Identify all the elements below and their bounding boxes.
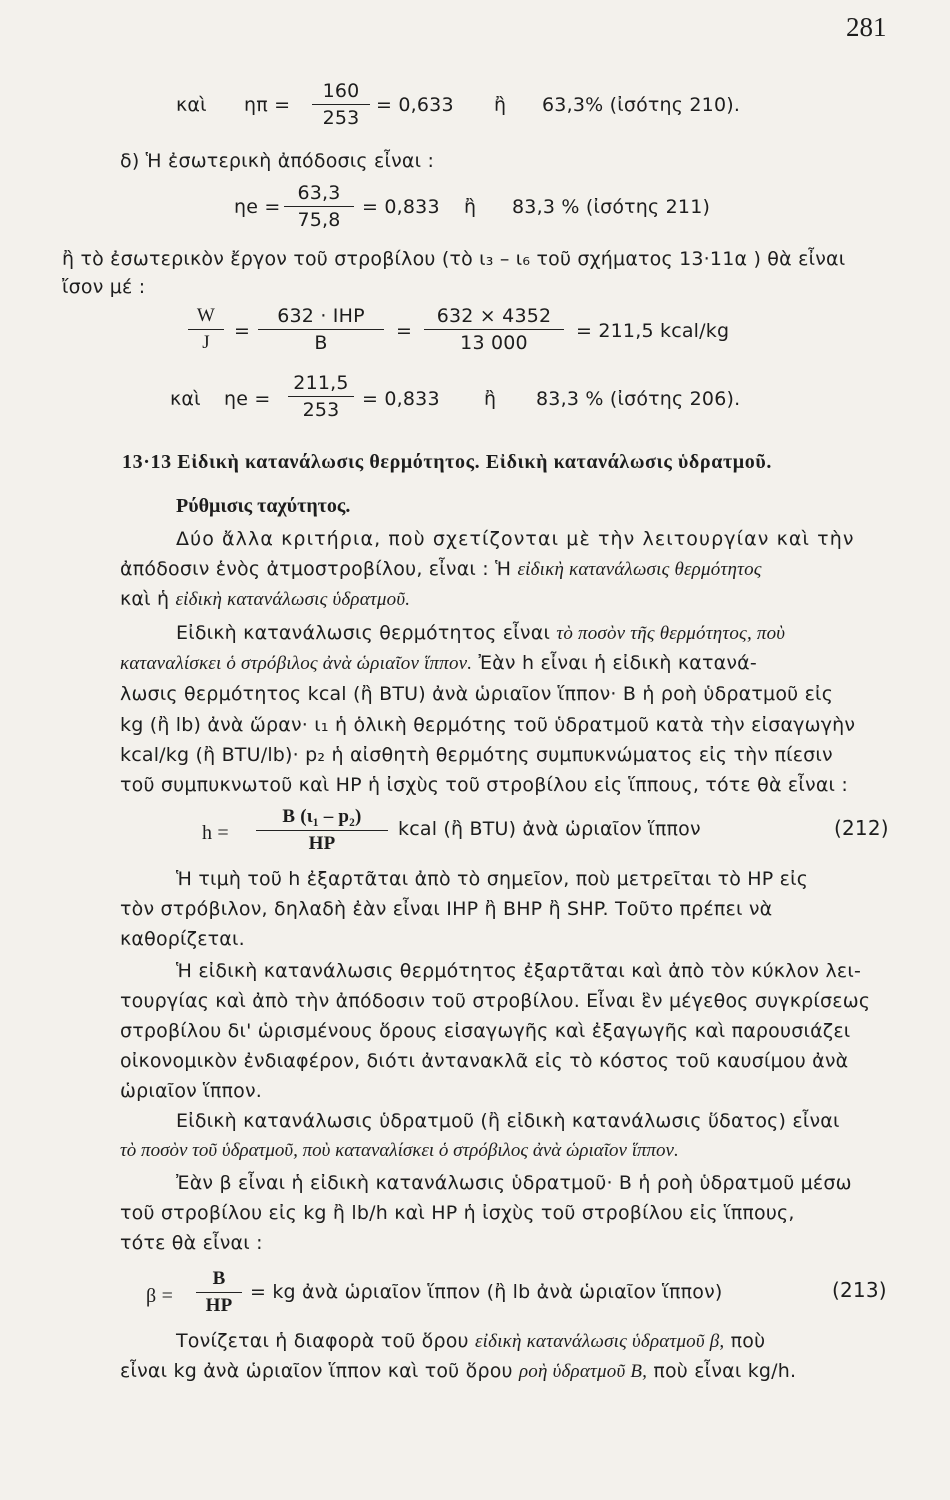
eq213-rhs: = kg ἀνὰ ὡριαῖον ἵππον (ἢ lb ἀνὰ ὡριαῖον ἵππον) [250, 1281, 723, 1303]
eq2-numerator: 63,3 [297, 182, 341, 204]
eq212-label: (212) [834, 816, 889, 840]
eq2-rhs: = 0,833 [362, 196, 440, 218]
eq1-denominator: 253 [322, 107, 360, 129]
eq3-rhs: = 211,5 kcal/kg [576, 320, 730, 342]
p4-line-4: οἰκονομικὸν ἐνδιαφέρον, διότι ἀντανακλᾶ εἰς τὸ κόστος τοῦ καυσίμου ἀνὰ [120, 1050, 849, 1072]
p6-line-2: τοῦ στροβίλου εἰς kg ἢ lb/h καὶ HP ἡ ἰσχὺς τοῦ στροβίλου εἰς ἵππους, [120, 1202, 795, 1224]
fraction-bar [424, 329, 564, 330]
p7-text: ποὺ εἶναι kg/h. [647, 1360, 797, 1382]
p5-line-1: Εἰδικὴ κατανάλωσις ὑδρατμοῦ (ἢ εἰδικὴ κατανάλωσις ὕδατος) εἶναι [176, 1110, 840, 1132]
p2-line-4: kg (ἢ lb) ἀνὰ ὥραν· ι₁ ἡ ὁλικὴ θερμότης τοῦ ὑδρατμοῦ κατὰ τὴν εἰσαγωγὴν [120, 714, 856, 736]
eq3-f3-numerator: 632 × 4352 [436, 305, 552, 327]
subsection-heading: Ρύθμισις ταχύτητος. [176, 495, 351, 517]
eq3-f3-denominator: 13 000 [460, 332, 528, 354]
internal-efficiency-line: δ) Ἡ ἐσωτερικὴ ἀπόδοσις εἶναι : [120, 150, 435, 172]
fraction-bar [288, 396, 354, 397]
eq212-numerator: B (ι₁ – p₂) [282, 806, 362, 827]
fraction-bar [256, 830, 388, 831]
eq2-denominator: 75,8 [297, 209, 341, 231]
p3-line-1: Ἡ τιμὴ τοῦ h ἐξαρτᾶται ἀπὸ τὸ σημεῖον, ποὺ μετρεῖται τὸ HP εἰς [176, 868, 809, 890]
p4-line-5: ὡριαῖον ἵππον. [120, 1080, 263, 1102]
eq213-lhs: β = [146, 1285, 174, 1307]
p7-text: εἶναι kg ἀνὰ ὡριαῖον ἵππον καὶ τοῦ ὅρου [120, 1360, 519, 1382]
eq3-f1-numerator: W [196, 305, 216, 326]
fraction-bar [284, 206, 354, 207]
p2-line-6: τοῦ συμπυκνωτοῦ καὶ HP ἡ ἰσχὺς τοῦ στροβίλου εἰς ἵππους, τότε θὰ εἶναι : [120, 774, 849, 796]
eq4-kai: καὶ [170, 388, 201, 410]
fraction-bar [312, 104, 370, 105]
eq2-fraction [284, 182, 354, 231]
p2-text: Ἐὰν h εἶναι ἡ εἰδικὴ κατανά- [472, 652, 757, 674]
eq3-fraction-3 [424, 305, 564, 354]
fraction-bar [258, 329, 384, 330]
p2-line-5: kcal/kg (ἢ BTU/lb)· p₂ ἡ αἰσθητὴ θερμότης συμπυκνώματος εἰς τὴν πίεσιν [120, 744, 833, 766]
eq212-lhs: h = [202, 822, 229, 844]
eq4-denominator: 253 [302, 399, 340, 421]
p2-definition: τὸ ποσὸν τῆς θερμότητος, ποὺ [556, 623, 786, 644]
p2-line-3: λωσις θερμότητος kcal (ἢ BTU) ἀνὰ ὡριαῖον ἵππον· B ἡ ροὴ ὑδρατμοῦ εἰς [120, 683, 834, 705]
p4-line-1: Ἡ εἰδικὴ κατανάλωσις θερμότητος ἐξαρτᾶται καὶ ἀπὸ τὸν κύκλον λει- [176, 960, 862, 982]
eq1-or: ἢ [494, 94, 507, 116]
term-steam-flow: ροὴ ὑδρατμοῦ B, [518, 1361, 648, 1382]
eq213-numerator: B [212, 1268, 226, 1289]
p6-line-3: τότε θὰ εἶναι : [120, 1232, 263, 1254]
eq2-lhs: ηe = [234, 196, 281, 218]
eq3-f1-denominator: J [202, 332, 210, 353]
eq4-fraction [288, 372, 354, 421]
term-specific-steam-consumption: εἰδικὴ κατανάλωσις ὑδρατμοῦ. [175, 589, 411, 610]
term-specific-steam-consumption: εἰδικὴ κατανάλωσις ὑδρατμοῦ β, [475, 1331, 725, 1352]
eq3-f2-denominator: B [314, 332, 328, 354]
eq213-denominator: HP [205, 1295, 233, 1316]
eq212-denominator: HP [308, 833, 336, 854]
eq1-lhs: ηπ = [244, 94, 291, 116]
eq212-rhs: kcal (ἢ BTU) ἀνὰ ὡριαῖον ἵππον [398, 818, 701, 840]
eq4-rhs: = 0,833 [362, 388, 440, 410]
page-number: 281 [846, 12, 887, 42]
p7-line-1 [176, 1330, 765, 1353]
p3-line-3: καθορίζεται. [120, 928, 245, 950]
p2-text: Εἰδικὴ κατανάλωσις θερμότητος εἶναι [176, 622, 557, 644]
fraction-bar [196, 1292, 242, 1293]
eq3-equals-b: = [396, 320, 413, 342]
eq213-fraction [196, 1268, 242, 1317]
p7-text: ποὺ [724, 1330, 766, 1352]
eq3-fraction-1 [188, 305, 224, 354]
p7-line-2 [120, 1360, 796, 1383]
eq213-label: (213) [832, 1278, 887, 1302]
p1-text: καὶ ἡ [120, 588, 176, 610]
eq1-numerator: 160 [322, 80, 360, 102]
eq2-percent: 83,3 % (ἰσότης 211) [512, 196, 711, 218]
p1-line-3 [120, 588, 410, 611]
p1-text: ἀπόδοσιν ἑνὸς ἀτμοστροβίλου, εἶναι : Ἡ [120, 558, 518, 580]
p1-line-1: Δύο ἄλλα κριτήρια, ποὺ σχετίζονται μὲ τὴν λειτουργίαν καὶ τὴν [176, 528, 855, 550]
p7-text: Τονίζεται ἡ διαφορὰ τοῦ ὅρου [176, 1330, 475, 1352]
p3-line-2: τὸν στρόβιλον, δηλαδὴ ἐὰν εἶναι IHP ἢ BHP ἢ SHP. Τοῦτο πρέπει νὰ [120, 898, 773, 920]
eq2-or: ἢ [464, 196, 477, 218]
eq4-percent: 83,3 % (ἰσότης 206). [536, 388, 741, 410]
p2-line-2 [120, 652, 757, 675]
fraction-bar [188, 329, 224, 330]
eq3-equals-a: = [234, 320, 251, 342]
eq1-kai: καὶ [176, 94, 207, 116]
p4-line-3: στροβίλου δι' ὡρισμένους ὅρους εἰσαγωγῆς καὶ ἐξαγωγῆς καὶ παρουσιάζει [120, 1020, 851, 1042]
p6-line-1: Ἐὰν β εἶναι ἡ εἰδικὴ κατανάλωσις ὑδρατμοῦ· B ἡ ροὴ ὑδρατμοῦ μέσω [176, 1172, 852, 1194]
p1-line-2 [120, 558, 762, 581]
eq3-f2-numerator: 632 · IHP [277, 305, 365, 327]
term-specific-heat-consumption: εἰδικὴ κατανάλωσις θερμότητος [517, 559, 762, 580]
eq1-rhs: = 0,633 [376, 94, 454, 116]
p2-line-1 [176, 622, 785, 645]
work-line-1: ἢ τὸ ἐσωτερικὸν ἔργον τοῦ στροβίλου (τὸ ι₃ – ι₆ τοῦ σχήματος 13·11α ) θὰ εἶναι [62, 248, 846, 270]
eq4-lhs: ηe = [224, 388, 271, 410]
eq212-fraction [256, 806, 388, 855]
work-line-2: ἴσον μέ : [62, 276, 146, 298]
eq4-or: ἢ [484, 388, 497, 410]
eq3-fraction-2 [258, 305, 384, 354]
eq4-numerator: 211,5 [293, 372, 349, 394]
eq1-fraction [312, 80, 370, 129]
p5-line-2-definition: τὸ ποσὸν τοῦ ὑδρατμοῦ, ποὺ καταναλίσκει ὁ στρόβιλος ἀνὰ ὡριαῖον ἵππον. [120, 1140, 679, 1161]
section-heading: 13·13 Εἰδικὴ κατανάλωσις θερμότητος. Εἰδικὴ κατανάλωσις ὑδρατμοῦ. [122, 451, 772, 473]
p2-definition: καταναλίσκει ὁ στρόβιλος ἀνὰ ὡριαῖον ἵππον. [120, 653, 473, 674]
eq1-percent: 63,3% (ἰσότης 210). [542, 94, 741, 116]
p4-line-2: τουργίας καὶ ἀπὸ τὴν ἀπόδοσιν τοῦ στροβίλου. Εἶναι ἓν μέγεθος συγκρίσεως [120, 990, 871, 1012]
